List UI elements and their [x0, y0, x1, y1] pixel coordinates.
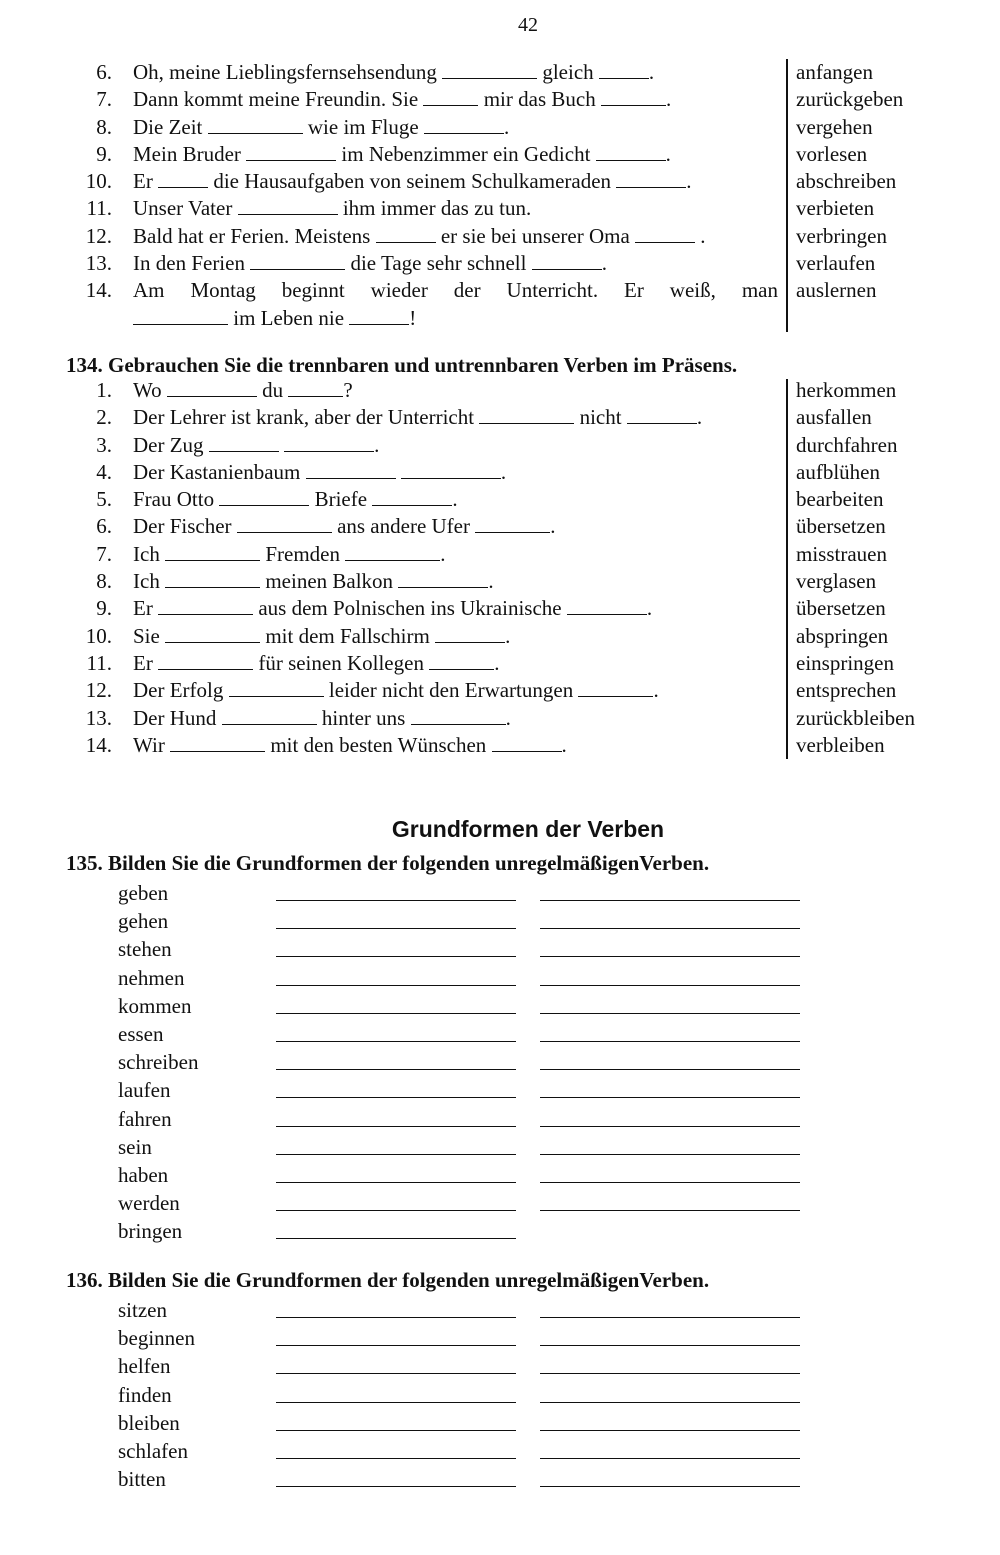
answer-line[interactable] [276, 1041, 516, 1042]
verb-row: nehmen [118, 964, 818, 992]
verb-row: essen [118, 1020, 818, 1048]
answer-line[interactable] [276, 1345, 516, 1346]
verb-row: sitzen [118, 1296, 818, 1324]
infinitive-hint: verlaufen [796, 251, 876, 276]
verb-row: geben [118, 879, 818, 907]
infinitive-hint: entsprechen [796, 678, 897, 703]
verb-row: helfen [118, 1352, 818, 1380]
answer-blank[interactable] [209, 433, 279, 452]
infinitive-hint: durchfahren [796, 432, 898, 457]
answer-line[interactable] [540, 1210, 800, 1211]
answer-blank[interactable] [599, 60, 649, 79]
answer-line[interactable] [540, 1182, 800, 1183]
answer-blank[interactable] [170, 733, 265, 752]
answer-line[interactable] [540, 1069, 800, 1070]
verb-row: werden [118, 1189, 818, 1217]
answer-blank[interactable] [424, 115, 504, 134]
answer-line[interactable] [540, 1486, 800, 1487]
answer-blank[interactable] [165, 542, 260, 561]
answer-line[interactable] [540, 1402, 800, 1403]
answer-blank[interactable] [345, 542, 440, 561]
exercise-row: 10. Sie mit dem Fallschirm . abspringen [78, 623, 938, 650]
answer-blank[interactable] [401, 460, 501, 479]
exercise-133-table [78, 59, 938, 332]
answer-line[interactable] [540, 1345, 800, 1346]
exercise-136-list [118, 1296, 818, 1493]
answer-line[interactable] [276, 1154, 516, 1155]
answer-line[interactable] [276, 1430, 516, 1431]
answer-line[interactable] [276, 928, 516, 929]
answer-blank[interactable] [165, 569, 260, 588]
exercise-row: 9. Er aus dem Polnischen ins Ukrainische . übersetzen [78, 595, 938, 622]
exercise-row: 9. Mein Bruder im Nebenzimmer ein Gedicht . vorlesen [78, 141, 938, 168]
infinitive-hint: übersetzen [796, 596, 886, 621]
verb-row: schlafen [118, 1437, 818, 1465]
answer-blank[interactable] [435, 624, 505, 643]
answer-line[interactable] [540, 1126, 800, 1127]
answer-blank[interactable] [475, 514, 550, 533]
answer-blank[interactable] [479, 405, 574, 424]
exercise-row-continuation: im Leben nie ! [78, 305, 938, 332]
exercise-row: 1. Wo du ? herkommen [78, 377, 938, 404]
answer-line[interactable] [276, 1182, 516, 1183]
answer-line[interactable] [540, 1097, 800, 1098]
infinitive-hint: verbringen [796, 223, 887, 248]
infinitive-hint: anfangen [796, 60, 873, 84]
answer-line[interactable] [540, 1154, 800, 1155]
answer-line[interactable] [276, 985, 516, 986]
answer-line[interactable] [540, 1013, 800, 1014]
verb-row: laufen [118, 1076, 818, 1104]
answer-line[interactable] [540, 1458, 800, 1459]
answer-blank[interactable] [372, 487, 452, 506]
answer-line[interactable] [276, 1097, 516, 1098]
exercise-row: 5. Frau Otto Briefe . bearbeiten [78, 486, 938, 513]
answer-line[interactable] [276, 1458, 516, 1459]
answer-line[interactable] [540, 928, 800, 929]
verb-row: stehen [118, 935, 818, 963]
exercise-row: 10. Er die Hausaufgaben von seinem Schulkameraden . abschreiben [78, 168, 938, 195]
answer-blank[interactable] [411, 706, 506, 725]
exercise-row: 11. Er für seinen Kollegen . einspringen [78, 650, 938, 677]
answer-blank[interactable] [442, 60, 537, 79]
verb-row: beginnen [118, 1324, 818, 1352]
exercise-row: 14. Am Montag beginnt wieder der Unterricht. Er weiß, man auslernen [78, 277, 938, 304]
answer-line[interactable] [276, 1126, 516, 1127]
answer-line[interactable] [276, 900, 516, 901]
exercise-row: 8. Die Zeit wie im Fluge . vergehen [78, 114, 938, 141]
answer-blank[interactable] [635, 224, 695, 243]
answer-line[interactable] [540, 1041, 800, 1042]
exercise-135-heading: 135. Bilden Sie die Grundformen der folgenden unregelmäßigenVerben. [66, 851, 710, 875]
section-title: Grundformen der Verben [391, 816, 665, 842]
answer-blank[interactable] [237, 514, 332, 533]
exercise-row: 6. Oh, meine Lieblingsfernsehsendung gleich . anfangen [78, 59, 938, 86]
exercise-row: 12. Der Erfolg leider nicht den Erwartungen . entsprechen [78, 677, 938, 704]
answer-line[interactable] [276, 1210, 516, 1211]
answer-blank[interactable] [423, 87, 478, 106]
infinitive-hint: vorlesen [796, 141, 868, 166]
answer-blank[interactable] [567, 596, 647, 615]
answer-line[interactable] [276, 1317, 516, 1318]
answer-blank[interactable] [288, 378, 343, 397]
infinitive-hint: bearbeiten [796, 487, 884, 512]
answer-blank[interactable] [429, 651, 494, 670]
exercise-row: 7. Dann kommt meine Freundin. Sie mir das Buch . zurückgeben [78, 86, 938, 113]
infinitive-hint: auslernen [796, 278, 877, 303]
exercise-row: 12. Bald hat er Ferien. Meistens er sie bei unserer Oma . verbringen [78, 223, 938, 250]
answer-blank[interactable] [306, 460, 396, 479]
answer-blank[interactable] [250, 251, 345, 270]
answer-line[interactable] [540, 1373, 800, 1374]
answer-line[interactable] [276, 1238, 516, 1239]
answer-line[interactable] [276, 1013, 516, 1014]
exercise-row: 13. Der Hund hinter uns . zurückbleiben [78, 705, 938, 732]
exercise-row: 4. Der Kastanienbaum . aufblühen [78, 459, 938, 486]
answer-blank[interactable] [208, 115, 303, 134]
answer-line[interactable] [540, 900, 800, 901]
infinitive-hint: verbleiben [796, 732, 885, 757]
verb-row: gehen [118, 907, 818, 935]
exercise-134-table [78, 377, 938, 759]
answer-blank[interactable] [165, 624, 260, 643]
answer-blank[interactable] [238, 196, 338, 215]
answer-blank[interactable] [229, 678, 324, 697]
infinitive-hint: misstrauen [796, 541, 887, 566]
answer-blank[interactable] [398, 569, 488, 588]
answer-blank[interactable] [578, 678, 653, 697]
verb-row: sein [118, 1133, 818, 1161]
verb-row: bringen [118, 1217, 818, 1245]
infinitive-hint: abspringen [796, 623, 889, 648]
infinitive-hint: aufblühen [796, 459, 880, 484]
answer-blank[interactable] [158, 596, 253, 615]
exercise-row: 6. Der Fischer ans andere Ufer . übersetzen [78, 513, 938, 540]
answer-line[interactable] [276, 1373, 516, 1374]
answer-line[interactable] [540, 956, 800, 957]
answer-blank[interactable] [133, 306, 228, 325]
answer-blank[interactable] [627, 405, 697, 424]
answer-blank[interactable] [596, 142, 666, 161]
answer-blank[interactable] [219, 487, 309, 506]
exercise-row: 2. Der Lehrer ist krank, aber der Unterricht nicht . ausfallen [78, 404, 938, 431]
verb-row: finden [118, 1381, 818, 1409]
infinitive-hint: verbieten [796, 196, 875, 221]
answer-line[interactable] [276, 1069, 516, 1070]
answer-blank[interactable] [158, 169, 208, 188]
answer-blank[interactable] [167, 378, 257, 397]
answer-blank[interactable] [601, 87, 666, 106]
answer-line[interactable] [540, 1317, 800, 1318]
answer-line[interactable] [276, 956, 516, 957]
verb-row: bleiben [118, 1409, 818, 1437]
infinitive-hint: abschreiben [796, 169, 897, 194]
infinitive-hint: herkommen [796, 378, 897, 402]
answer-blank[interactable] [349, 306, 409, 325]
answer-line[interactable] [540, 985, 800, 986]
infinitive-hint: ausfallen [796, 405, 872, 430]
verb-row: bitten [118, 1465, 818, 1493]
exercise-134-heading: 134. Gebrauchen Sie die trennbaren und untrennbaren Verben im Präsens. [66, 353, 738, 377]
verb-row: kommen [118, 992, 818, 1020]
exercise-row: 3. Der Zug . durchfahren [78, 432, 938, 459]
exercise-row: 7. Ich Fremden . misstrauen [78, 541, 938, 568]
infinitive-hint: zurückgeben [796, 87, 904, 112]
exercise-row: 14. Wir mit den besten Wünschen . verbleiben [78, 732, 938, 759]
infinitive-hint: vergehen [796, 114, 873, 139]
answer-line[interactable] [276, 1486, 516, 1487]
answer-line[interactable] [540, 1430, 800, 1431]
page-number: 42 [518, 14, 538, 36]
exercise-row: 8. Ich meinen Balkon . verglasen [78, 568, 938, 595]
infinitive-hint: verglasen [796, 569, 877, 594]
verb-row: schreiben [118, 1048, 818, 1076]
exercise-136-heading: 136. Bilden Sie die Grundformen der folgenden unregelmäßigenVerben. [66, 1268, 710, 1292]
answer-blank[interactable] [222, 706, 317, 725]
exercise-row: 13. In den Ferien die Tage sehr schnell . verlaufen [78, 250, 938, 277]
answer-blank[interactable] [284, 433, 374, 452]
infinitive-hint: zurückbleiben [796, 705, 915, 730]
infinitive-hint: einspringen [796, 650, 894, 675]
answer-blank[interactable] [246, 142, 336, 161]
verb-row: fahren [118, 1105, 818, 1133]
answer-blank[interactable] [532, 251, 602, 270]
answer-blank[interactable] [158, 651, 253, 670]
verb-row: haben [118, 1161, 818, 1189]
exercise-row: 11. Unser Vater ihm immer das zu tun. verbieten [78, 195, 938, 222]
answer-blank[interactable] [616, 169, 686, 188]
exercise-135-list [118, 879, 818, 1245]
answer-blank[interactable] [492, 733, 562, 752]
answer-blank[interactable] [376, 224, 436, 243]
infinitive-hint: übersetzen [796, 514, 886, 539]
answer-line[interactable] [276, 1402, 516, 1403]
